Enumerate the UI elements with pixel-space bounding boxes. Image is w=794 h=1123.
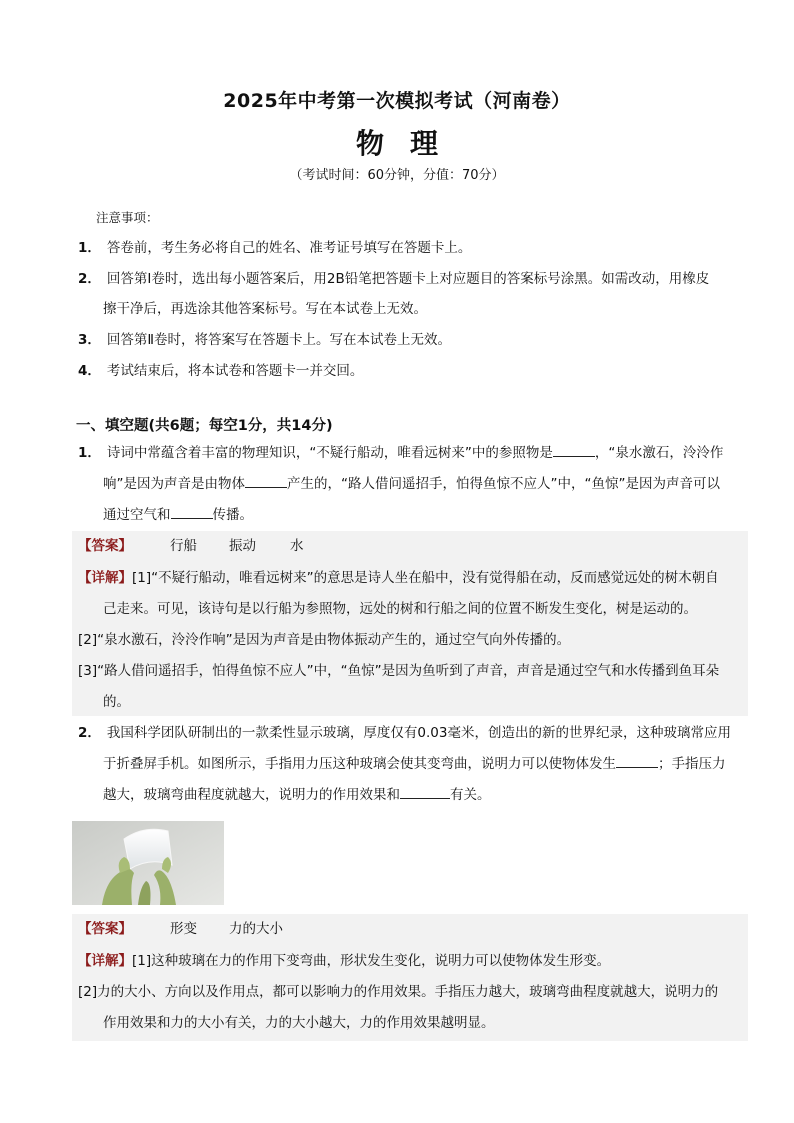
detail-row [78,625,570,655]
question-cont [78,500,748,531]
notice-item-3 [78,325,758,355]
notice-num: 3． [78,332,101,348]
notice-item-2 [78,264,758,324]
detail-text: [3]“路人借问遥招手，怕得鱼惊不应人”中，“鱼惊”是因为鱼听到了声音，声音是通过空气和水传播到鱼耳朵 [78,663,720,679]
answer-box-2 [72,914,748,1041]
answer-tag: 【答案】 [78,921,132,937]
notice-text: 考试结束后，将本试卷和答题卡一并交回。 [106,363,364,379]
answer-value: 形变 [170,921,197,937]
question-num: 2． [78,725,101,741]
answer-box-1 [72,531,748,716]
detail-row [78,946,610,976]
question-cont [78,749,748,780]
notice-text: 答卷前，考生务必将自己的姓名、准考证号填写在答题卡上。 [106,240,472,256]
question-text: 产生的，“路人借问遥招手，怕得鱼惊不应人”中，“鱼惊”是因为声音可以 [287,476,720,492]
notice-num: 2． [78,271,101,287]
question-num: 1． [78,445,101,461]
detail-row [78,563,719,593]
detail-tag: 【详解】 [78,570,132,586]
answer-row [78,531,304,561]
detail-text: [1]“不疑行船动，唯看远树来”的意思是诗人坐在船中，没有觉得船在动，反而感觉远处的树木朝自 [132,570,719,586]
notice-text: 回答第Ⅱ卷时，将答案写在答题卡上。写在本试卷上无效。 [106,332,452,348]
question-2 [78,718,748,811]
question-text: 我国科学团队研制出的一款柔性显示玻璃，厚度仅有0.03毫米，创造出的新的世界纪录，这种玻璃常应用 [106,725,731,741]
detail-row [103,594,697,624]
notice-num: 4． [78,363,101,379]
question-text: 响”是因为声音是由物体 [103,476,245,492]
detail-row [103,1008,495,1038]
question-text: 传播。 [212,507,253,523]
question-cont [78,780,748,811]
detail-row [78,977,718,1007]
answer-blank [616,753,658,768]
flexible-glass-photo [72,821,224,905]
detail-row [78,656,719,686]
notice-item-4 [78,356,758,386]
notice-num: 1． [78,240,101,256]
answer-value: 水 [290,538,304,554]
detail-text: [2]力的大小、方向以及作用点，都可以影响力的作用效果。手指压力越大，玻璃弯曲程度就越大，说明力的 [78,984,719,1000]
answer-value: 行船 [170,538,197,554]
section-heading: 一、填空题(共6题；每空1分，共14分) [76,418,333,434]
question-text: 越大，玻璃弯曲程度就越大，说明力的作用效果和 [103,787,400,803]
detail-text: 己走来。可见，该诗句是以行船为参照物，远处的树和行船之间的位置不断发生变化，树是运动的。 [103,601,697,617]
subject-title: 物理 [355,127,464,160]
question-1 [78,438,748,531]
question-text: ；手指压力 [658,756,726,772]
notice-heading: 注意事项： [96,210,159,225]
notice-item-1 [78,233,758,263]
detail-text: [2]“泉水激石，泠泠作响”是因为声音是由物体振动产生的，通过空气向外传播的。 [78,632,571,648]
answer-blank [171,504,213,519]
question-text: ，“泉水激石，泠泠作 [594,445,724,461]
answer-blank [400,784,450,799]
answer-value: 力的大小 [229,921,283,937]
answer-blank [245,473,287,488]
question-text: 于折叠屏手机。如图所示，手指用力压这种玻璃会使其变弯曲，说明力可以使物体发生 [103,756,616,772]
detail-tag: 【详解】 [78,953,132,969]
exam-title: 2025年中考第一次模拟考试（河南卷） [223,90,571,112]
detail-text: [1]这种玻璃在力的作用下变弯曲，形状发生变化，说明力可以使物体发生形变。 [132,953,611,969]
question-cont [78,469,748,500]
notice-text-cont: 擦干净后，再选涂其他答案标号。写在本试卷上无效。 [103,301,427,317]
detail-text: 作用效果和力的大小有关，力的大小越大，力的作用效果越明显。 [103,1015,495,1031]
answer-value: 振动 [229,538,256,554]
detail-row [103,687,130,717]
question-text: 有关。 [450,787,491,803]
answer-row [78,914,283,944]
answer-tag: 【答案】 [78,538,132,554]
notice-text: 回答第Ⅰ卷时，选出每小题答案后，用2B铅笔把答题卡上对应题目的答案标号涂黑。如需改动，用橡皮 [106,271,710,287]
answer-blank [553,442,595,457]
question-text: 通过空气和 [103,507,171,523]
question-text: 诗词中常蕴含着丰富的物理知识，“不疑行船动，唯看远树来”中的参照物是 [106,445,553,461]
detail-text: 的。 [103,694,130,710]
exam-meta: （考试时间：60分钟，分值：70分） [289,168,505,183]
